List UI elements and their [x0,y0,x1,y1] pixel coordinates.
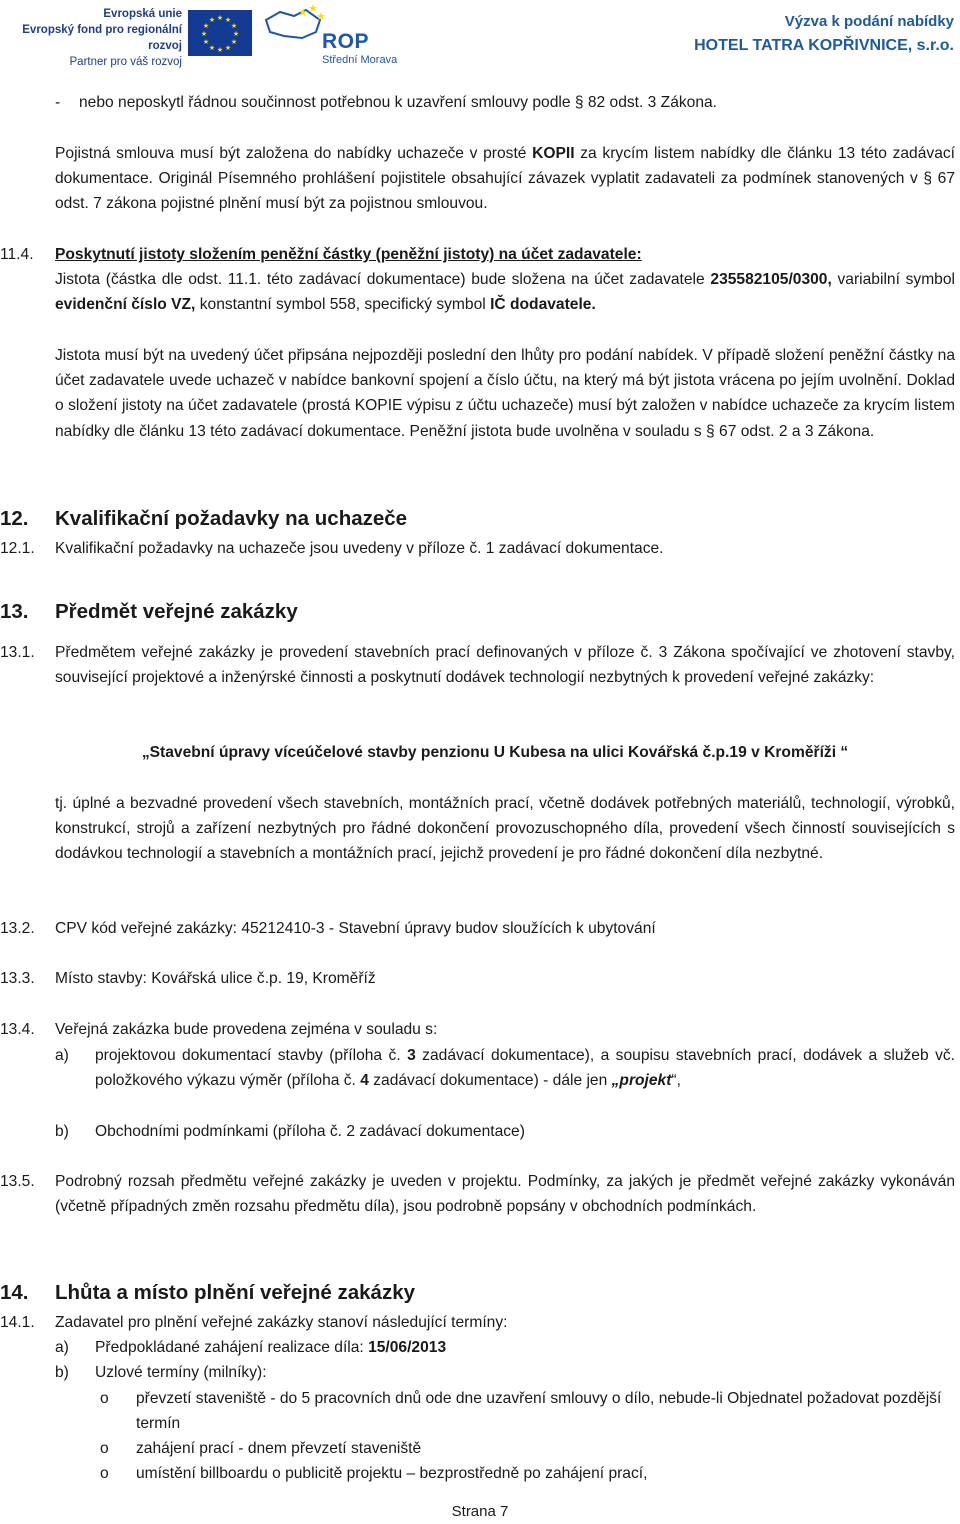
page-header [0,0,960,72]
section-13-title: Předmět veřejné zakázky [55,600,298,623]
section-14-number: 14. [0,1281,29,1304]
bullet-line [55,90,935,115]
eu-line1: Evropská unie [103,8,182,20]
svg-text:★: ★ [200,30,208,38]
a-t5: zadávací dokumentace) - dále jen [368,1072,612,1090]
s13-1-text: Předmětem veřejné zakázky je provedení stavebních prací definovaných v příloze č. 3 Zákona spočívající ve zhotovení stavby, související projektové a inženýrské činnosti a poskytnutí dodávek technologií nezbytných k provedení veřejné zakázky: [55,644,955,687]
svg-text:★: ★ [202,38,210,46]
svg-text:★: ★ [298,6,308,19]
eu-logo-text [6,6,182,70]
s14-1-a-text [95,1335,955,1360]
s14-1-text: Zadavatel pro plnění veřejné zakázky stanoví následující termíny: [55,1314,508,1331]
insurance-text-a: Pojistná smlouva musí být založena do nabídky uchazeče v prosté [55,145,533,162]
milestone-bullet: o [100,1390,109,1407]
svg-text:★: ★ [224,16,232,24]
specific-symbol: IČ dodavatele. [490,296,596,314]
s13-3-text: Místo stavby: Kovářská ulice č.p. 19, Kroměříž [55,970,376,987]
svg-text:★: ★ [216,14,224,22]
a-t1: projektovou dokumentací stavby (příloha č. [95,1047,408,1064]
milestone-item: převzetí staveniště - do 5 pracovních dnů ode dne uzavření smlouvy o dílo, nebude-li Objednatel požadovat pozdější termín [136,1390,942,1433]
a-t7: “, [671,1072,681,1090]
eu-stars-icon [188,10,252,56]
section-number: 11.4. [0,246,34,263]
s13-4-b-text: Obchodními podmínkami (příloha č. 2 zadávací dokumentace) [95,1123,525,1140]
section-14-title: Lhůta a místo plnění veřejné zakázky [55,1281,416,1304]
insurance-text-b: KOPII [532,145,575,162]
a-t4: 4 [360,1072,369,1090]
s13-4-a-text [95,1043,955,1093]
s14-1-b-text: Uzlové termíny (milníky): [95,1364,267,1381]
a-t2: 3 [407,1047,416,1064]
svg-text:★: ★ [208,44,216,52]
company-name: HOTEL TATRA KOPŘIVNICE, s.r.o. [694,37,954,54]
s13-2-number: 13.2. [0,920,35,937]
bullet-text: nebo neposkytl řádnou součinnost potřebnou k uzavření smlouvy podle § 82 odst. 3 Zákona. [79,94,718,111]
milestone-item: zahájení prací - dnem převzetí staveniště [136,1440,422,1457]
section-12-number: 12. [0,507,29,530]
rop-title: ROP [322,30,370,53]
s13-4-text: Veřejná zakázka bude provedena zejména v souladu s: [55,1021,438,1038]
deposit-t3: variabilní symbol [831,271,955,288]
milestone-item: umístění billboardu o publicitě projektu – bezprostředně po zahájení prací, [136,1465,648,1482]
deposit-paragraph-2: Jistota musí být na uvedený účet připsána nejpozději poslední den lhůty pro podání nabídek. V případě složení peněžní částky na účet zadavatele uvede uchazeč v nabídce bankovní spojení a číslo účtu, na který má být jistota vrácena po jejím uvolnění. Doklad o složení jistoty na účet zadavatele (prostá KOPIE výpisu z účtu uchazeče) musí být založen v nabídce uchazeče za krycím listem nabídky dle článku 13 této zadávací dokumentace. Peněžní jistota bude uvolněna v souladu s § 67 odst. 2 a 3 Zákona. [55,347,955,440]
svg-text:★: ★ [208,16,216,24]
s13-5-number: 13.5. [0,1173,35,1190]
milestone-bullet: o [100,1440,109,1457]
svg-text:★: ★ [202,22,210,30]
eu-line3: Partner pro váš rozvoj [69,56,182,68]
a-t3: zadávací dokumentace), a soupisu stavebních prací, dodávek a služeb vč. položkového výkazu výměr (příloha č. [95,1047,955,1090]
s13-4-a-label: a) [55,1047,69,1064]
start-label: Předpokládané zahájení realizace díla: [95,1339,369,1356]
s13-1-number: 13.1. [0,644,35,661]
s13-5-text: Podrobný rozsah předmětu veřejné zakázky je uveden v projektu. Podmínky, za jakých je předmět veřejné zakázky vykonáván (včetně případných změn rozsahu předmětu díla), jsou podrobně popsány v obchodních podmínkách. [55,1173,955,1216]
eu-line2: Evropský fond pro regionální rozvoj [22,24,182,52]
s14-1-b-label: b) [55,1364,69,1381]
deposit-t1: Jistota (částka dle odst. 11.1. této zadávací dokumentace) bude složena na účet zadavatele [55,271,711,288]
insurance-text-c: za krycím listem nabídky dle článku 13 této zadávací dokumentace. Originál Písemného prohlášení pojistitele obsahující závazek vyplatit zadavateli za podmínek stanovených v § 67 odst. 7 zákona pojistné plnění musí být za pojistnou smlouvou. [55,145,955,213]
s12-1-text: Kvalifikační požadavky na uchazeče jsou uvedeny v příloze č. 1 zadávací dokumentace. [55,540,664,557]
document-title: Výzva k podání nabídky [784,13,954,30]
svg-text:★: ★ [230,38,238,46]
s14-1-a-label: a) [55,1339,69,1356]
document-header-right [694,10,954,58]
eu-flag-icon [188,10,252,56]
svg-text:★: ★ [232,30,240,38]
svg-text:★: ★ [230,22,238,30]
start-date: 15/06/2013 [368,1339,447,1356]
variable-symbol: evidenční číslo VZ, [55,296,196,314]
page-number: Strana 7 [451,1503,509,1520]
svg-text:★: ★ [308,2,318,15]
s13-4-number: 13.4. [0,1021,35,1038]
s13-2-text: CPV kód veřejné zakázky: 45212410-3 - Stavební úpravy budov sloužících k ubytování [55,920,656,937]
section-13-number: 13. [0,600,29,623]
s13-4-b-label: b) [55,1123,69,1140]
svg-text:★: ★ [216,46,224,54]
s14-1-number: 14.1. [0,1314,35,1331]
section-heading: Poskytnutí jistoty složením peněžní částky (peněžní jistoty) na účet zadavatele: [55,246,642,263]
project-name: „Stavební úpravy víceúčelové stavby penzionu U Kubesa na ulici Kovářská č.p.19 v Kroměříži “ [141,744,849,761]
milestone-bullet: o [100,1465,109,1482]
a-t6: „projekt [611,1072,672,1090]
s13-3-number: 13.3. [0,970,35,987]
rop-subtitle: Střední Morava [322,54,398,66]
deposit-paragraph [55,267,955,317]
insurance-paragraph [55,141,955,217]
account-number: 235582105/0300, [710,271,832,288]
section-12-title: Kvalifikační požadavky na uchazeče [55,507,408,530]
svg-text:★: ★ [316,10,326,23]
deposit-t5: konstantní symbol 558, specifický symbol [195,296,491,314]
bullet-dash: - [55,94,61,111]
s13-1-description: tj. úplné a bezvadné provedení všech stavebních, montážních prací, včetně dodávek potřebných materiálů, technologií, výrobků, konstrukcí, strojů a zařízení nezbytných pro řádné dokončení provozuschopného díla, provedení všech činností souvisejících s dodávkou technologií a stavebních a montážních prací, jejichž provedení je pro řádné dokončení díla nezbytné. [55,795,955,863]
s12-1-number: 12.1. [0,540,35,557]
svg-text:★: ★ [224,44,232,52]
